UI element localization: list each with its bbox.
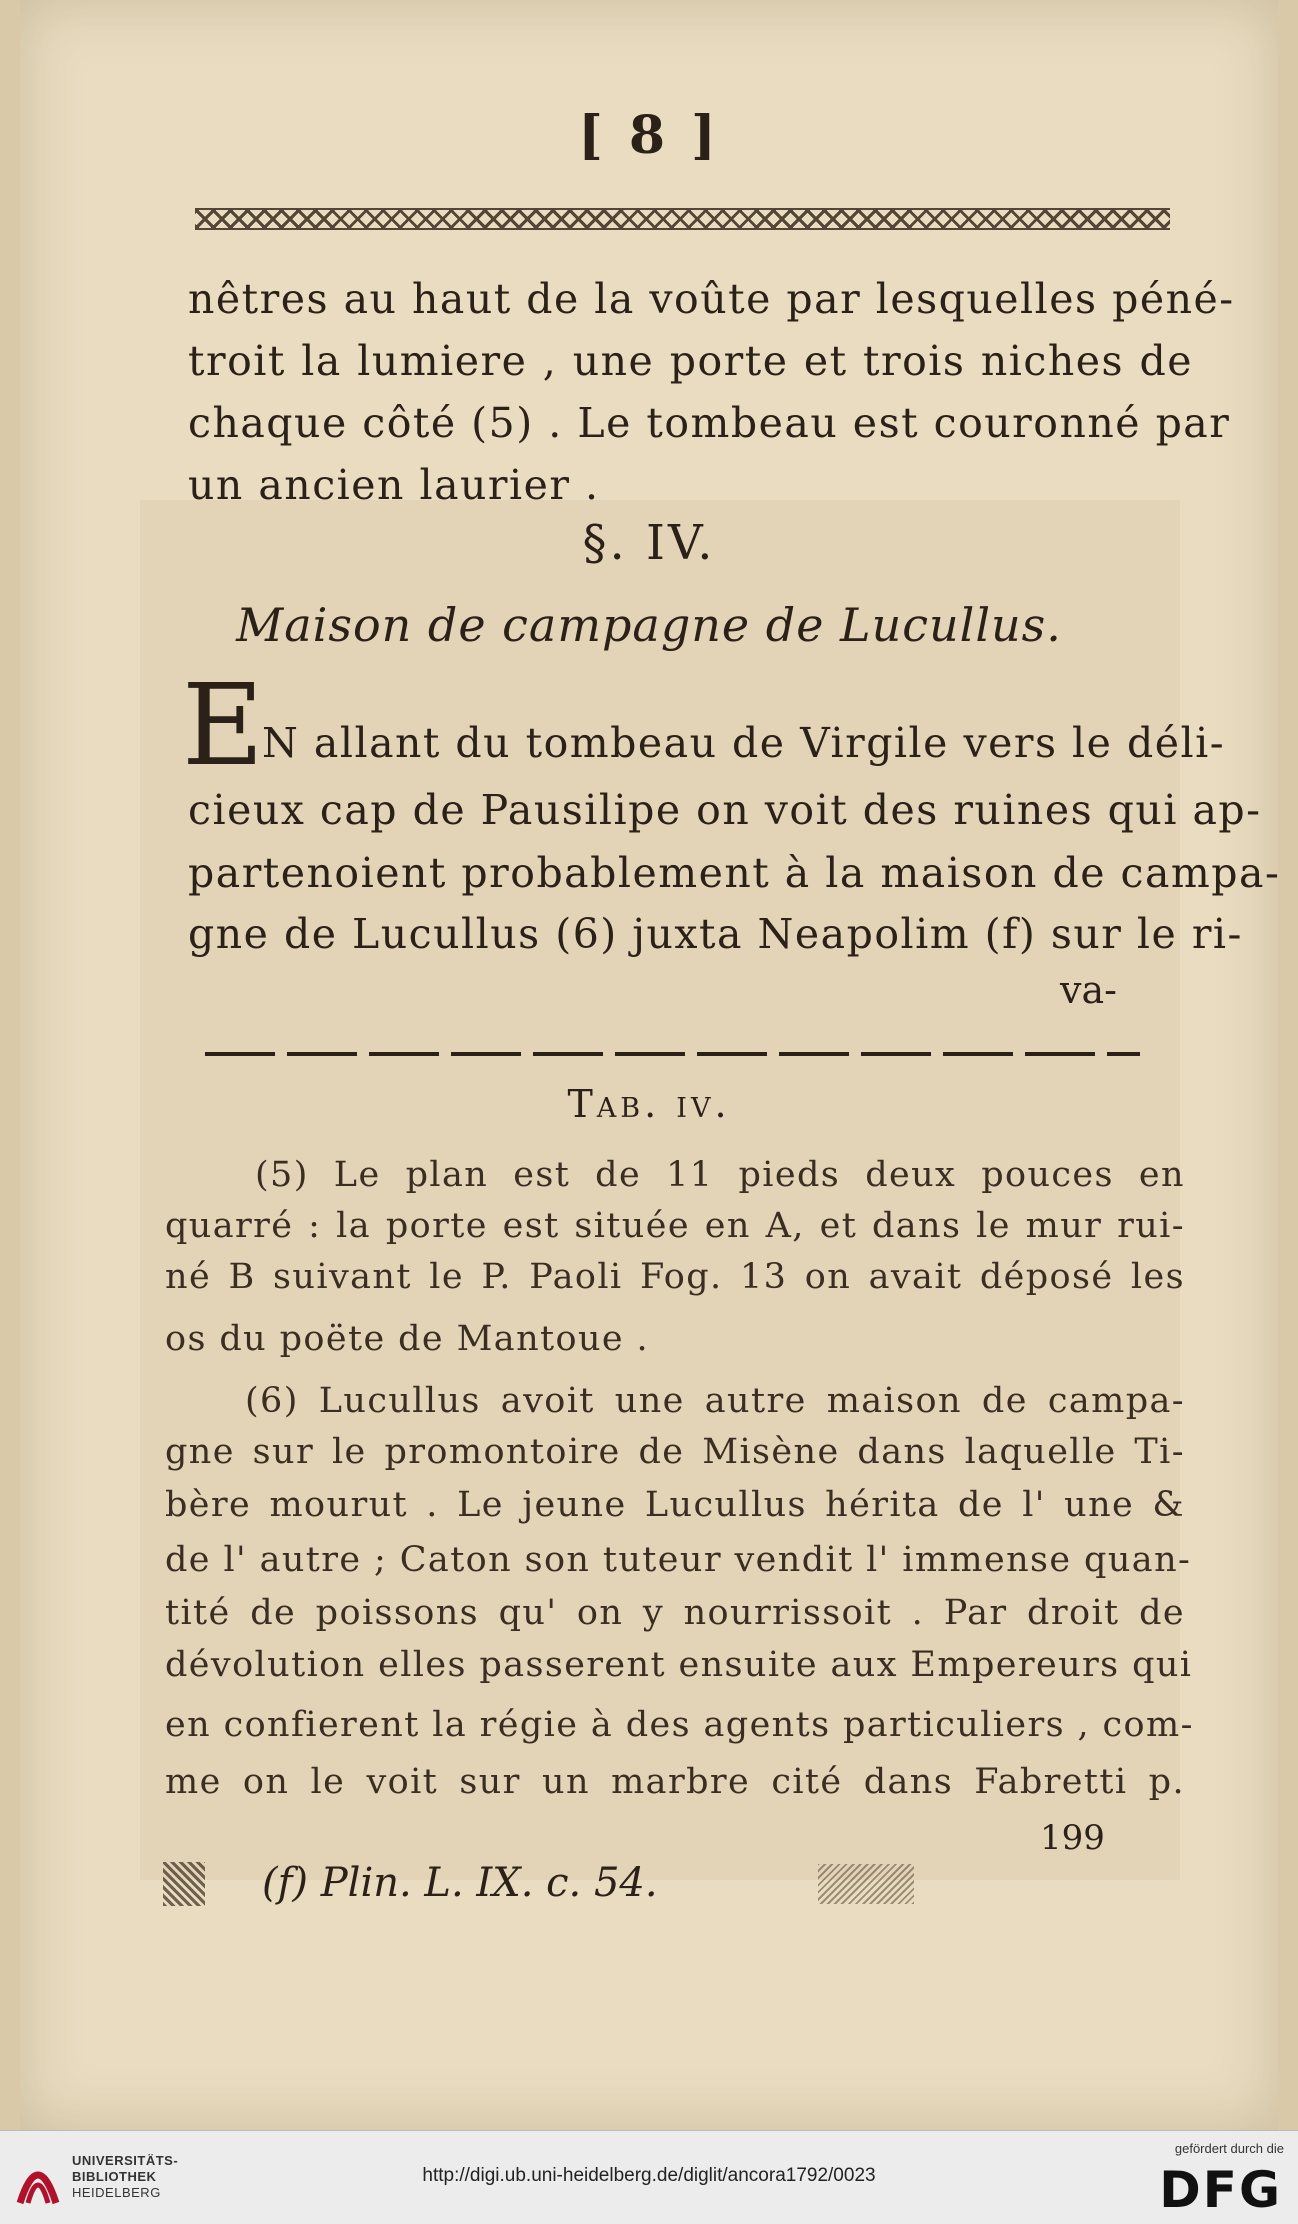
body-line-4: un ancien laurier . (188, 461, 600, 509)
catchword: va- (1060, 968, 1117, 1012)
para-line-3: partenoient probablement à la maison de campa- (188, 849, 1281, 897)
viewer-footer (0, 2130, 1298, 2224)
note-line-6: gne sur le promontoire de Misène dans laquelle Ti- (165, 1432, 1185, 1472)
tab-heading: Tab. iv. (567, 1082, 731, 1126)
note-line-10: dévolution elles passerent ensuite aux Empereurs qui (165, 1645, 1193, 1685)
note-line-1: (5) Le plan est de 11 pieds deux pouces en (255, 1155, 1185, 1195)
drop-cap: E (182, 661, 264, 791)
library-name-line1: UNIVERSITÄTS- (72, 2153, 179, 2168)
note-line-9: tité de poissons qu' on y nourrissoit . Par droit de (165, 1593, 1185, 1633)
fleuron-right-ornament (818, 1864, 914, 1904)
note-line-12: me on le voit sur un marbre cité dans Fabretti p. (165, 1762, 1185, 1802)
signature-mark: 199 (1040, 1818, 1105, 1858)
note-line-3: né B suivant le P. Paoli Fog. 13 on avait déposé les (165, 1257, 1185, 1297)
permalink-url[interactable]: http://digi.ub.uni-heidelberg.de/diglit/ancora1792/0023 (422, 2165, 876, 2186)
note-line-11: en confierent la régie à des agents particuliers , com- (165, 1705, 1194, 1745)
note-line-4: os du poëte de Mantoue . (165, 1319, 650, 1359)
funded-by-label: gefördert durch die (1174, 2141, 1284, 2156)
library-name-line2: BIBLIOTHEK (72, 2169, 157, 2184)
library-name-line3: HEIDELBERG (72, 2185, 161, 2200)
notes-divider (205, 1052, 1140, 1056)
note-line-2: quarré : la porte est située en A, et dans le mur rui- (165, 1206, 1185, 1246)
body-line-2: troit la lumiere , une porte et trois niches de (188, 337, 1193, 385)
para-line-1: N allant du tombeau de Virgile vers le déli- (262, 719, 1226, 767)
section-heading: §. IV. (582, 515, 716, 571)
ornamental-rule (195, 208, 1170, 230)
dfg-logo: DFG (1159, 2161, 1282, 2219)
body-line-3: chaque côté (5) . Le tombeau est couronné par (188, 399, 1231, 447)
footnote: (f) Plin. L. IX. c. 54. (262, 1860, 658, 1906)
fleuron-left-ornament (163, 1862, 205, 1906)
note-line-8: de l' autre ; Caton son tuteur vendit l' immense quan- (165, 1540, 1192, 1580)
section-subtitle: Maison de campagne de Lucullus. (236, 598, 1062, 652)
para-line-2: cieux cap de Pausilipe on voit des ruines qui ap- (188, 786, 1262, 834)
para-line-4: gne de Lucullus (6) juxta Neapolim (f) sur le ri- (188, 910, 1243, 958)
page-number-header: [ 8 ] (578, 105, 720, 166)
note-line-5: (6) Lucullus avoit une autre maison de campa- (245, 1381, 1185, 1421)
body-line-1: nêtres au haut de la voûte par lesquelles péné- (188, 275, 1235, 323)
note-line-7: bère mourut . Le jeune Lucullus hérita de l' une & (165, 1485, 1185, 1525)
